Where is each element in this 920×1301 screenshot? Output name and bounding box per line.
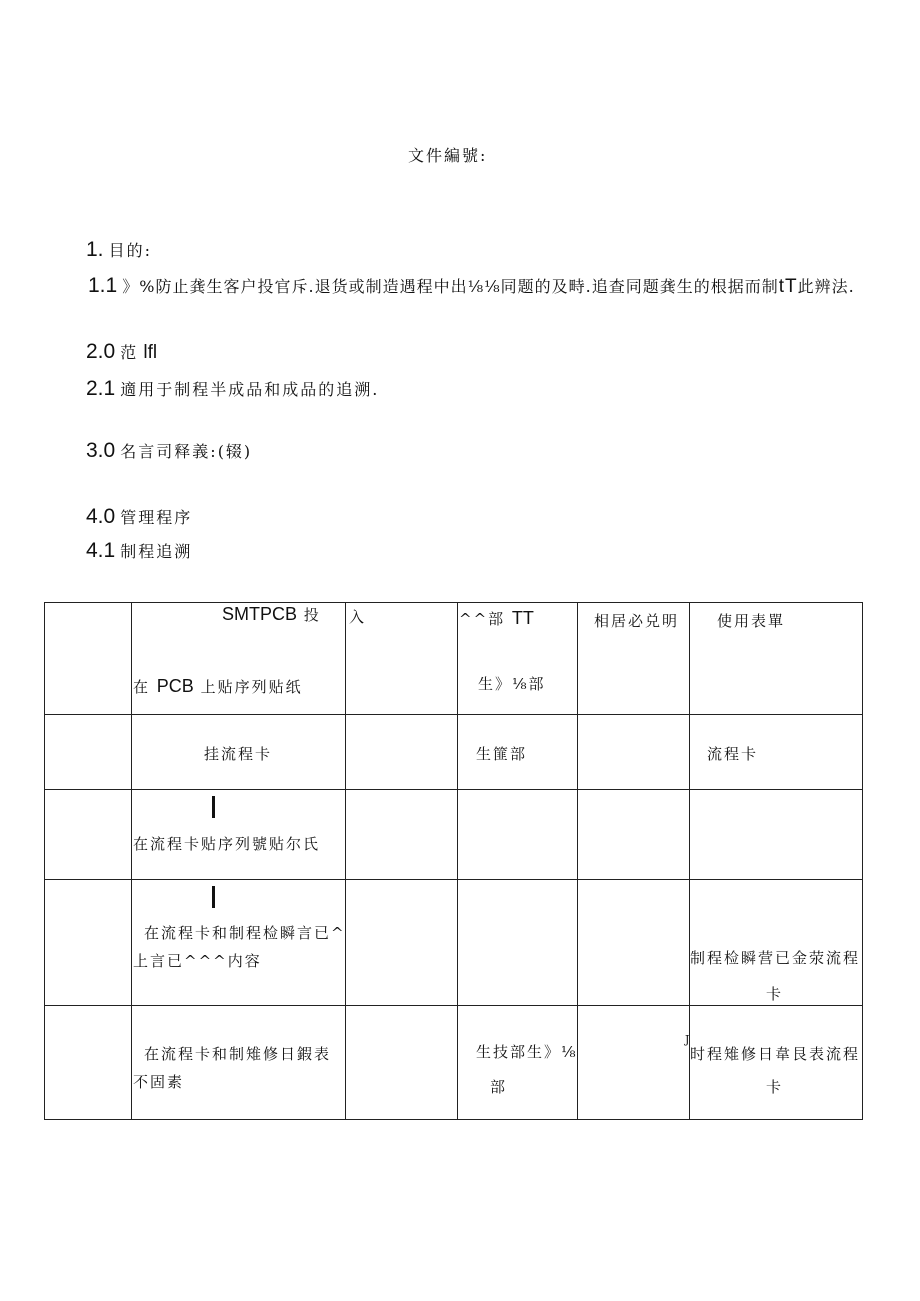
table-cell-dept xyxy=(459,608,534,629)
section-text: tT xyxy=(778,276,798,297)
table-cell-step xyxy=(133,676,303,697)
table-cell-form: 制程检瞬营已金荥流程 xyxy=(690,949,861,967)
table-cell: 入 xyxy=(349,608,367,626)
section-number: 4.1 xyxy=(86,539,116,562)
table-cell-form: 流程卡 xyxy=(707,745,759,763)
cell-text: SMTPCB xyxy=(222,604,298,624)
cell-text: 在 xyxy=(133,678,151,696)
table-cell-form: 卡 xyxy=(766,1078,784,1096)
table-cell-description: 相居必兑明 xyxy=(594,612,680,630)
table-cell-step: 在流程卡贴序列號贴尔氏 xyxy=(133,835,321,853)
table-cell-step: 挂流程卡 xyxy=(204,745,273,763)
table-border xyxy=(457,602,458,1120)
table-cell-mark: J xyxy=(685,1033,692,1046)
section-number: 4.0 xyxy=(86,505,116,528)
section-number: 3.0 xyxy=(86,439,116,462)
cell-text: TT xyxy=(511,608,534,628)
section-title: 名言司释義:(辍) xyxy=(120,442,253,461)
section-text: 》%防止龚生客户投官斥.退货或制造遇程中出⅛⅛同题的及畤.追查同题龚生的根据而制 xyxy=(122,277,779,296)
table-cell-step: 在流程卡和制雉修日鍜表 xyxy=(144,1045,332,1063)
section-scope xyxy=(86,340,157,364)
traceability-table xyxy=(44,602,863,1120)
table-border xyxy=(345,602,346,1120)
section-scope-1 xyxy=(86,377,379,401)
section-number: 1. xyxy=(86,238,104,261)
flow-arrow-line xyxy=(212,796,215,818)
cell-text: PCB xyxy=(156,676,194,696)
table-cell-dept: 生技部生》⅛ xyxy=(476,1043,578,1061)
table-border xyxy=(131,602,132,1120)
section-title: 管理程序 xyxy=(120,508,193,527)
table-border xyxy=(44,1005,863,1006)
cell-text: ^^部 xyxy=(459,610,506,628)
table-border xyxy=(44,602,863,603)
section-number: 2.1 xyxy=(86,377,116,400)
table-border xyxy=(44,602,45,1120)
table-cell-form: 时程雉修日韋艮表流程 xyxy=(690,1045,861,1063)
table-cell-form: 卡 xyxy=(766,985,784,1003)
section-number: 2.0 xyxy=(86,340,116,363)
cell-text: 上贴序列贴纸 xyxy=(200,678,303,696)
table-cell-step: 上言已^^^内容 xyxy=(133,952,262,970)
section-terms xyxy=(86,439,252,463)
section-text: 此辨法. xyxy=(797,277,855,296)
section-purpose-1 xyxy=(88,274,855,298)
table-cell-dept: 部 xyxy=(490,1078,508,1096)
table-border xyxy=(862,602,863,1120)
section-number: 1.1 xyxy=(88,274,118,297)
table-border xyxy=(44,1119,863,1120)
section-title: lfl xyxy=(143,342,158,363)
document-number-label: 文件編號: xyxy=(408,146,488,165)
section-purpose xyxy=(86,238,152,262)
table-cell-step: 不固素 xyxy=(133,1073,185,1091)
table-border xyxy=(44,714,863,715)
section-title: 目的: xyxy=(108,241,153,260)
table-cell-step xyxy=(222,604,321,625)
section-text: 適用于制程半成品和成品的追溯. xyxy=(120,380,380,399)
section-procedure xyxy=(86,505,192,529)
table-cell-dept: 生》⅛部 xyxy=(478,675,546,693)
section-title: 范 xyxy=(120,343,139,362)
table-border xyxy=(44,789,863,790)
flow-arrow-line xyxy=(212,886,215,908)
table-border xyxy=(44,879,863,880)
table-cell-dept: 生篚部 xyxy=(476,745,528,763)
table-cell-step: 在流程卡和制程检瞬言已^ xyxy=(144,924,346,942)
table-cell-form: 使用表單 xyxy=(717,612,786,630)
cell-text: 投 xyxy=(303,606,321,624)
section-title: 制程追溯 xyxy=(120,542,193,561)
section-procedure-1 xyxy=(86,539,192,563)
